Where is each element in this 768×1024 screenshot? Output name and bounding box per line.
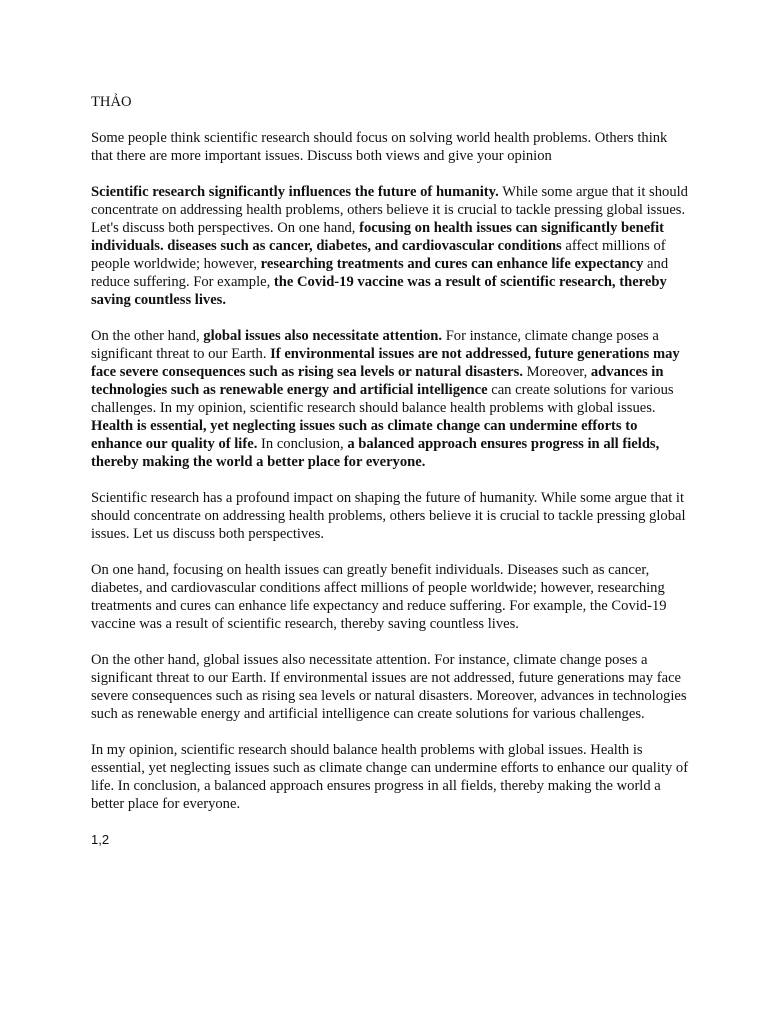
essay-paragraph: On one hand, focusing on health issues can greatly benefit individuals. Diseases such as cancer, diabetes, and cardiovascular conditions affect millions of people worldwide; however, researching treatments and cures can enhance life expectancy and reduce suffering. For example, the Covid-19 vaccine was a result of scientific research, thereby saving countless lives. bbox=[91, 562, 667, 632]
draft-section bbox=[91, 183, 691, 471]
bold-segment: focusing on health issues can significantly benefit individuals. bbox=[91, 220, 664, 254]
text-segment: In conclusion, bbox=[257, 436, 348, 452]
bold-segment: researching treatments and cures can enhance life expectancy bbox=[260, 256, 644, 272]
bold-segment: global issues also necessitate attention. bbox=[203, 328, 443, 344]
essay-paragraph: In my opinion, scientific research should balance health problems with global issues. Health is essential, yet neglecting issues such as climate change can undermine efforts to enhance our quality of life. In conclusion, a balanced approach ensures progress in all fields, thereby making the world a better place for everyone. bbox=[91, 742, 689, 812]
footer-score: 1,2 bbox=[91, 832, 110, 847]
text-segment: can create solutions for various challenges. In my opinion, scientific research should balance health problems with global issues. bbox=[91, 382, 674, 416]
essay-paragraph: Scientific research has a profound impact on shaping the future of humanity. While some argue that it should concentrate on addressing health problems, others believe it is crucial to tackle pressing global issues. Let us discuss both perspectives. bbox=[91, 490, 686, 542]
bold-segment: Scientific research significantly influences the future of humanity. bbox=[91, 184, 499, 200]
text-segment: and reduce suffering. For example, bbox=[91, 256, 669, 290]
text-segment: affect millions of people worldwide; however, bbox=[91, 238, 666, 272]
essay-prompt: Some people think scientific research should focus on solving world health problems. Others think that there are more important issues. Discuss both views and give your opinion bbox=[91, 130, 668, 164]
bold-segment: advances in technologies such as renewable energy and artificial intelligence bbox=[91, 364, 664, 398]
draft-paragraph bbox=[91, 183, 691, 309]
bold-segment: a balanced approach ensures progress in all fields, thereby making the world a better place for everyone. bbox=[91, 436, 660, 470]
bold-segment: If environmental issues are not addressed, future generations may face severe consequences such as rising sea levels or natural disasters. bbox=[91, 346, 680, 380]
text-segment: For instance, climate change poses a significant threat to our Earth. bbox=[91, 328, 659, 362]
author-name: THẢO bbox=[91, 94, 132, 110]
bold-segment: Health is essential, yet neglecting issues such as climate change can undermine efforts to enhance our quality of life. bbox=[91, 418, 638, 452]
bold-segment: diseases such as cancer, diabetes, and cardiovascular conditions bbox=[167, 238, 562, 254]
essay-paragraph: On the other hand, global issues also necessitate attention. For instance, climate change poses a significant threat to our Earth. If environmental issues are not addressed, future generations may face severe consequences such as rising sea levels or natural disasters. Moreover, advances in technologies such as renewable energy and artificial intelligence can create solutions for various challenges. bbox=[91, 652, 687, 722]
final-section bbox=[91, 489, 691, 813]
text-segment: While some argue that it should concentrate on addressing health problems, others believe it is crucial to tackle pressing global issues. Let's discuss both perspectives. On one hand, bbox=[91, 184, 688, 236]
draft-paragraph bbox=[91, 327, 691, 471]
document-page bbox=[91, 93, 691, 849]
text-segment: Moreover, bbox=[522, 364, 591, 380]
bold-segment: the Covid-19 vaccine was a result of scientific research, thereby saving countless lives. bbox=[91, 274, 667, 308]
text-segment: On the other hand, bbox=[91, 328, 204, 344]
